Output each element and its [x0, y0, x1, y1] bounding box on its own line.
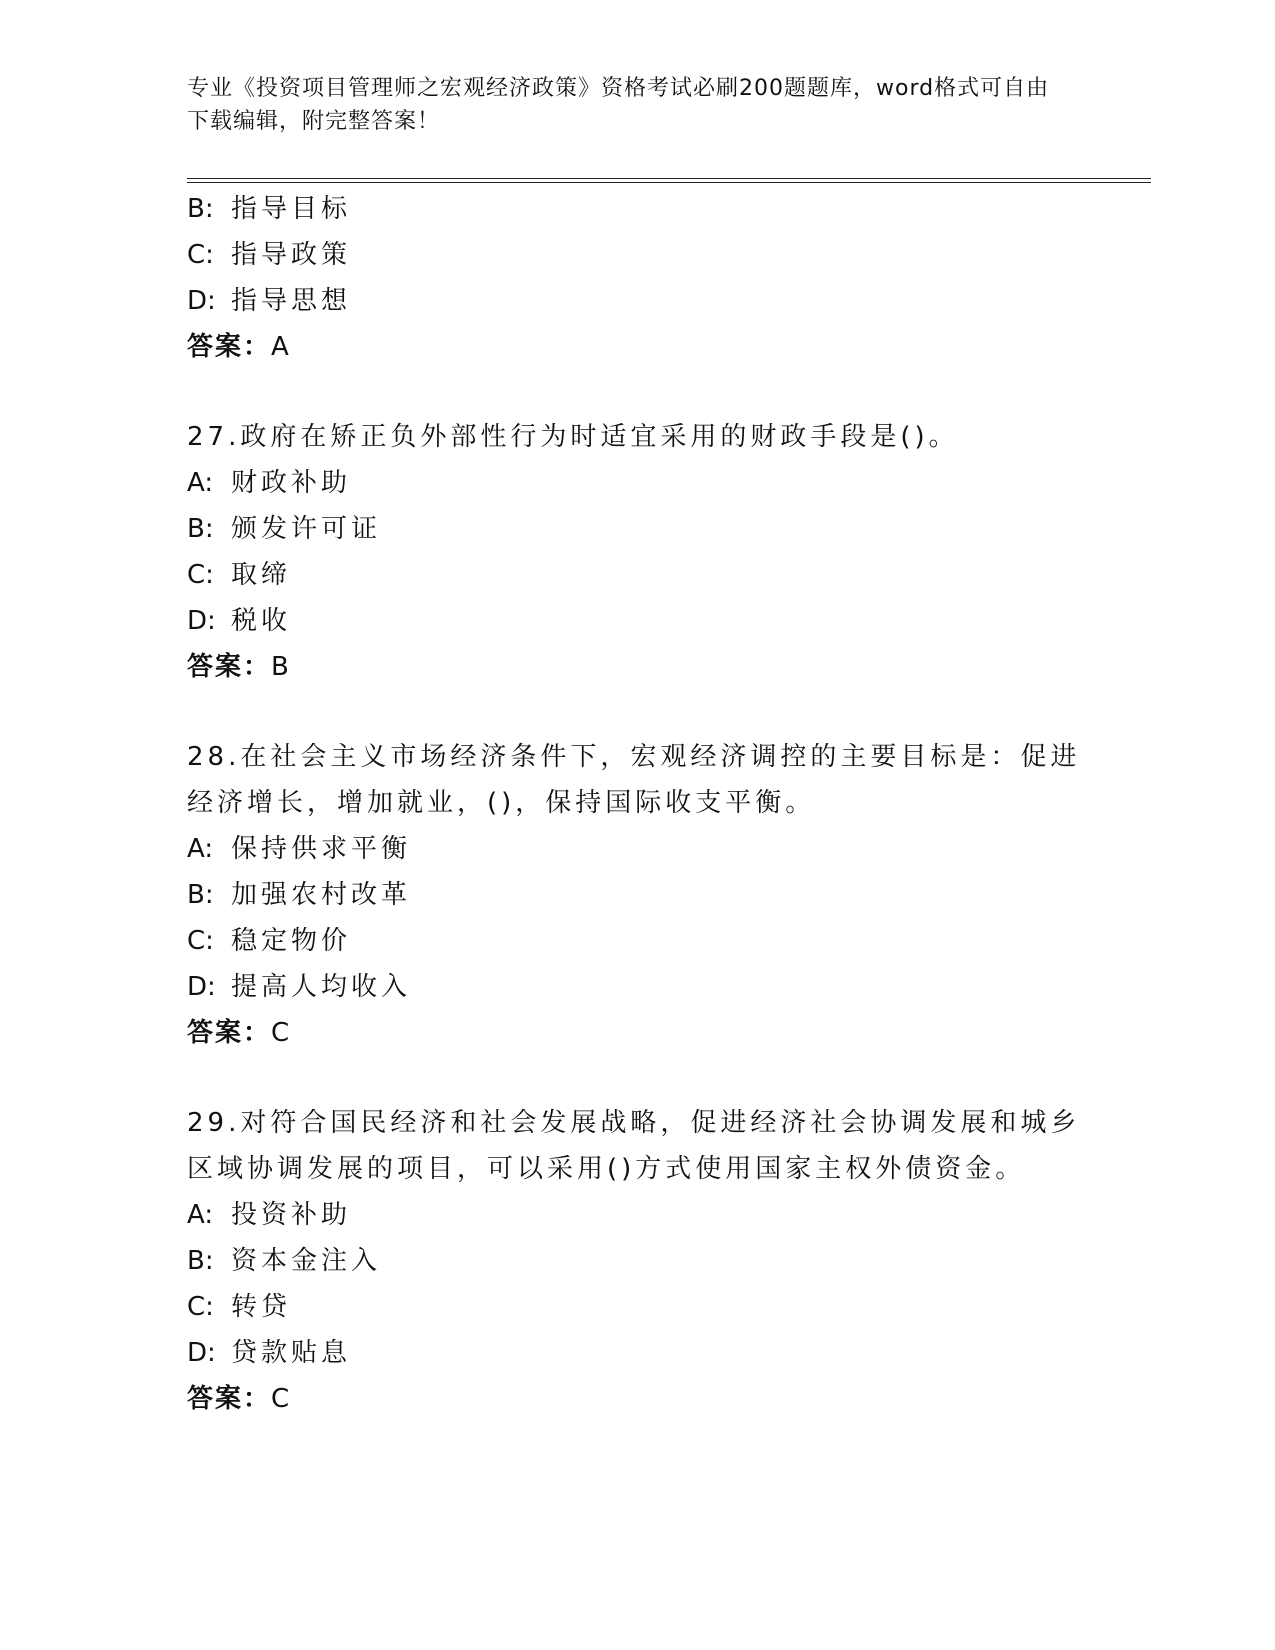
- option-c: [187, 1284, 1087, 1330]
- option-letter: C:: [187, 926, 214, 956]
- option-a: [187, 1192, 1087, 1238]
- option-letter: D:: [187, 972, 216, 1002]
- answer-label: 答案：: [187, 652, 272, 682]
- option-letter: D:: [187, 1338, 216, 1368]
- option-a: [187, 826, 1087, 872]
- option-letter: D:: [187, 286, 216, 316]
- option-c: [187, 918, 1087, 964]
- option-letter: B:: [187, 194, 214, 224]
- option-text: 转贷: [231, 1292, 292, 1322]
- option-letter: B:: [187, 1246, 214, 1276]
- option-text: 贷款贴息: [231, 1338, 352, 1368]
- answer-value: C: [271, 1384, 292, 1414]
- option-c: [187, 232, 1087, 278]
- answer-value: C: [271, 1018, 292, 1048]
- answer-line: [187, 1010, 1087, 1056]
- option-text: 财政补助: [231, 468, 352, 498]
- option-text: 加强农村改革: [231, 880, 412, 910]
- option-b: [187, 506, 1087, 552]
- option-letter: D:: [187, 606, 216, 636]
- option-text: 稳定物价: [231, 926, 352, 956]
- question-stem: 28.在社会主义市场经济条件下，宏观经济调控的主要目标是：促进经济增长，增加就业，()，保持国际收支平衡。: [187, 742, 1081, 818]
- option-letter: C:: [187, 560, 214, 590]
- option-b: [187, 872, 1087, 918]
- answer-value: A: [271, 332, 291, 362]
- answer-line: [187, 1376, 1087, 1422]
- question-list: [187, 186, 1087, 1422]
- question-stem: 29.对符合国民经济和社会发展战略，促进经济社会协调发展和城乡区域协调发展的项目，可以采用()方式使用国家主权外债资金。: [187, 1108, 1081, 1184]
- option-d: [187, 598, 1087, 644]
- answer-label: 答案：: [187, 1384, 272, 1414]
- answer-line: [187, 644, 1087, 690]
- option-text: 指导政策: [231, 240, 352, 270]
- option-b: [187, 1238, 1087, 1284]
- document-header: [187, 72, 1067, 138]
- option-text: 投资补助: [231, 1200, 352, 1230]
- option-text: 指导思想: [231, 286, 352, 316]
- answer-value: B: [271, 652, 291, 682]
- option-letter: A:: [187, 1200, 214, 1230]
- question-partial: [187, 186, 1087, 370]
- option-letter: C:: [187, 1292, 214, 1322]
- answer-label: 答案：: [187, 1018, 272, 1048]
- option-text: 税收: [231, 606, 292, 636]
- option-letter: C:: [187, 240, 214, 270]
- option-letter: A:: [187, 468, 214, 498]
- option-letter: A:: [187, 834, 214, 864]
- question-29: [187, 1100, 1087, 1422]
- header-divider: [187, 178, 1151, 183]
- option-a: [187, 460, 1087, 506]
- question-27: [187, 414, 1087, 690]
- option-d: [187, 278, 1087, 324]
- option-text: 保持供求平衡: [231, 834, 412, 864]
- option-c: [187, 552, 1087, 598]
- option-letter: B:: [187, 880, 214, 910]
- question-stem: 27.政府在矫正负外部性行为时适宜采用的财政手段是()。: [187, 422, 959, 452]
- answer-label: 答案：: [187, 332, 272, 362]
- option-text: 取缔: [231, 560, 292, 590]
- option-b: [187, 186, 1087, 232]
- header-title: 专业《投资项目管理师之宏观经济政策》资格考试必刷200题题库，word格式可自由下载编辑，附完整答案！: [187, 76, 1050, 134]
- option-text: 资本金注入: [231, 1246, 382, 1276]
- option-d: [187, 1330, 1087, 1376]
- option-letter: B:: [187, 514, 214, 544]
- option-text: 指导目标: [231, 194, 352, 224]
- question-28: [187, 734, 1087, 1056]
- option-text: 颁发许可证: [231, 514, 382, 544]
- answer-line: [187, 324, 1087, 370]
- option-d: [187, 964, 1087, 1010]
- option-text: 提高人均收入: [231, 972, 412, 1002]
